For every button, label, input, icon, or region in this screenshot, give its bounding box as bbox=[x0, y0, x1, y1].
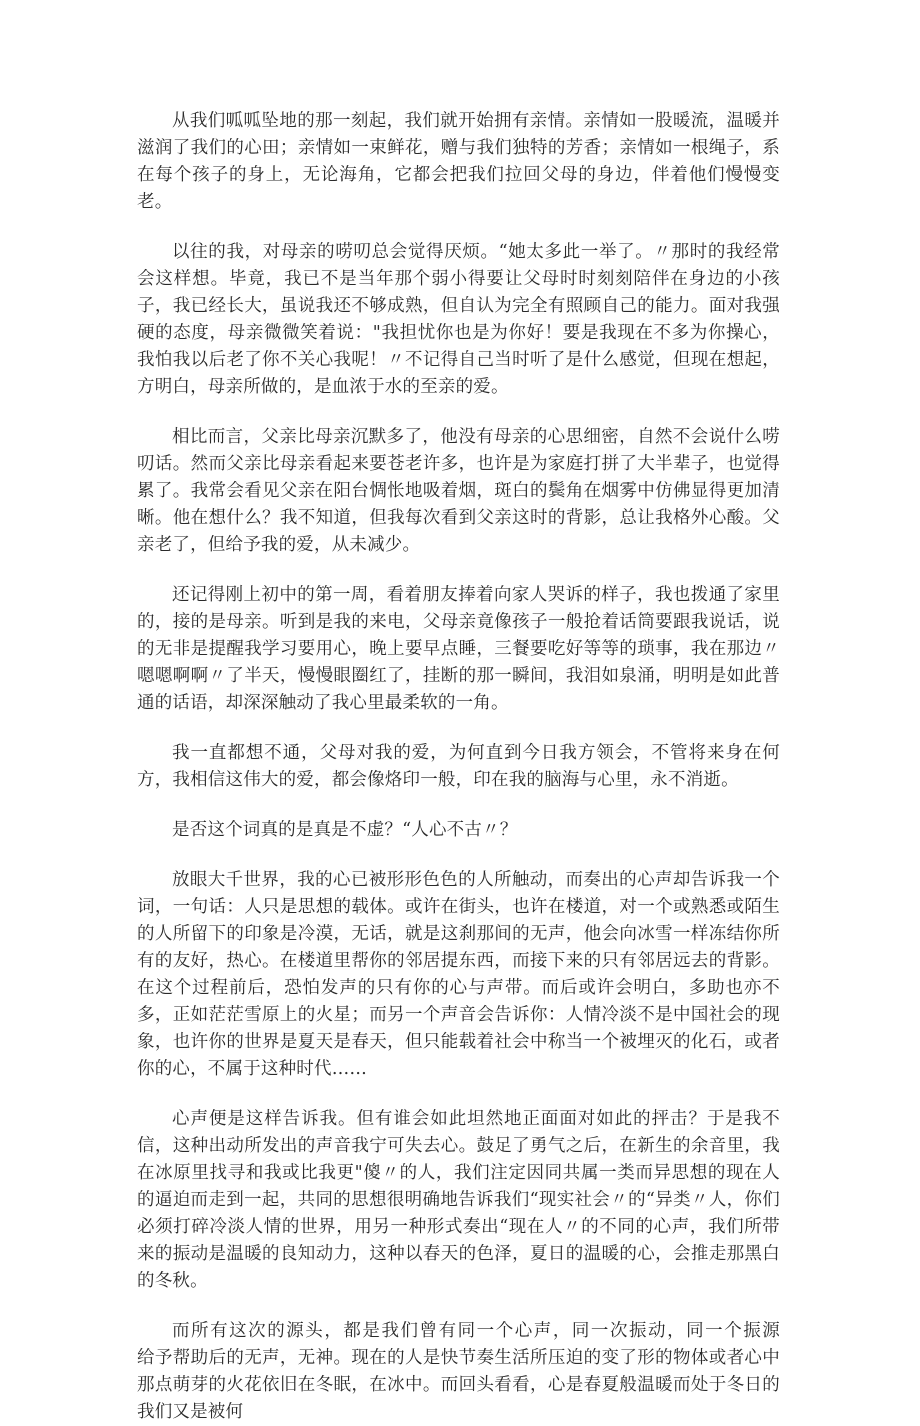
paragraph-mother: 以往的我，对母亲的唠叨总会觉得厌烦。“她太多此一举了。〃那时的我经常会这样想。毕竟，我已不是当年那个弱小得要让父母时时刻刻陪伴在身边的小孩子，我已经长大，虽说我还不够成熟，但自认为完全有照顾自己的能力。面对我强硬的态度，母亲微微笑着说："我担忧你也是为你好！要是我现在不多为你操心，我怕我以后老了你不关心我呢！〃不记得自己当时听了是什么感觉，但现在想起，方明白，母亲所做的，是血浓于水的至亲的爱。 bbox=[137, 242, 780, 397]
paragraph-family-love-intro: 从我们呱呱坠地的那一刻起，我们就开始拥有亲情。亲情如一股暖流，温暖并滋润了我们的心田；亲情如一束鲜花，赠与我们独特的芳香；亲情如一根绳子，系在每个孩子的身上，无论海角，它都会把我们拉回父母的身边，伴着他们慢慢变老。 bbox=[137, 111, 780, 212]
paragraph-reflection: 我一直都想不通，父母对我的爱，为何直到今日我方领会，不管将来身在何方，我相信这伟大的爱，都会像烙印一般，印在我的脑海与心里，永不消逝。 bbox=[137, 743, 780, 790]
paragraph-phone-call: 还记得刚上初中的第一周，看着朋友捧着向家人哭诉的样子，我也拨通了家里的，接的是母亲。听到是我的来电，父母亲竟像孩子一般抢着话筒要跟我说话，说的无非是提醒我学习要用心，晚上要早点睡，三餐要吃好等等的琐事，我在那边〃嗯嗯啊啊〃了半天，慢慢眼圈红了，挂断的那一瞬间，我泪如泉涌，明明是如此普通的话语，却深深触动了我心里最柔软的一角。 bbox=[137, 585, 780, 713]
paragraph-inner-voice: 心声便是这样告诉我。但有谁会如此坦然地正面面对如此的抨击？于是我不信，这种出动所发出的声音我宁可失去心。鼓足了勇气之后，在新生的余音里，我在冰原里找寻和我或比我更"傻〃的人，我们注定因同共属一类而异思想的现在人的逼迫而走到一起，共同的思想很明确地告诉我们“现实社会〃的“异类〃人，你们必须打碎冷淡人情的世界，用另一种形式奏出“现在人〃的不同的心声，我们所带来的振动是温暖的良知动力，这种以春天的色泽，夏日的温暖的心，会推走那黑白的冬秋。 bbox=[137, 1109, 780, 1291]
paragraph-question: 是否这个词真的是真是不虚？“人心不古〃？ bbox=[172, 820, 518, 840]
paragraph-father: 相比而言，父亲比母亲沉默多了，他没有母亲的心思细密，自然不会说什么唠叨话。然而父亲比母亲看起来要苍老许多，也许是为家庭打拼了大半辈子，也觉得累了。我常会看见父亲在阳台惆怅地吸着烟，斑白的鬓角在烟雾中仿佛显得更加清晰。他在想什么？我不知道，但我每次看到父亲这时的背影，总让我格外心酸。父亲老了，但给予我的爱，从未减少。 bbox=[137, 427, 780, 555]
paragraph-world: 放眼大千世界，我的心已被形形色色的人所触动，而奏出的心声却告诉我一个词，一句话：人只是思想的载体。或许在街头，也许在楼道，对一个或熟悉或陌生的人所留下的印象是冷漠，无话，就是这刹那间的无声，他会向冰雪一样冻结你所有的友好，热心。在楼道里帮你的邻居提东西，而接下来的只有邻居远去的背影。在这个过程前后，恐怕发声的只有你的心与声带。而后或许会明白，多助也亦不多，正如茫茫雪原上的火星；而另一个声音会告诉你：人情冷淡不是中国社会的现象，也许你的世界是夏天是春天，但只能载着社会中称当一个被埋灭的化石，或者你的心，不属于这种时代…… bbox=[137, 870, 780, 1079]
paragraph-source: 而所有这次的源头，都是我们曾有同一个心声，同一次振动，同一个振源 给予帮助后的无声，无神。现在的人是快节奏生活所压迫的变了形的物体或者心中那点萌芽的火花依旧在冬眠，在冰中。而回头看看，心是春夏般温暖而处于冬日的我们又是被何 bbox=[137, 1321, 816, 1422]
